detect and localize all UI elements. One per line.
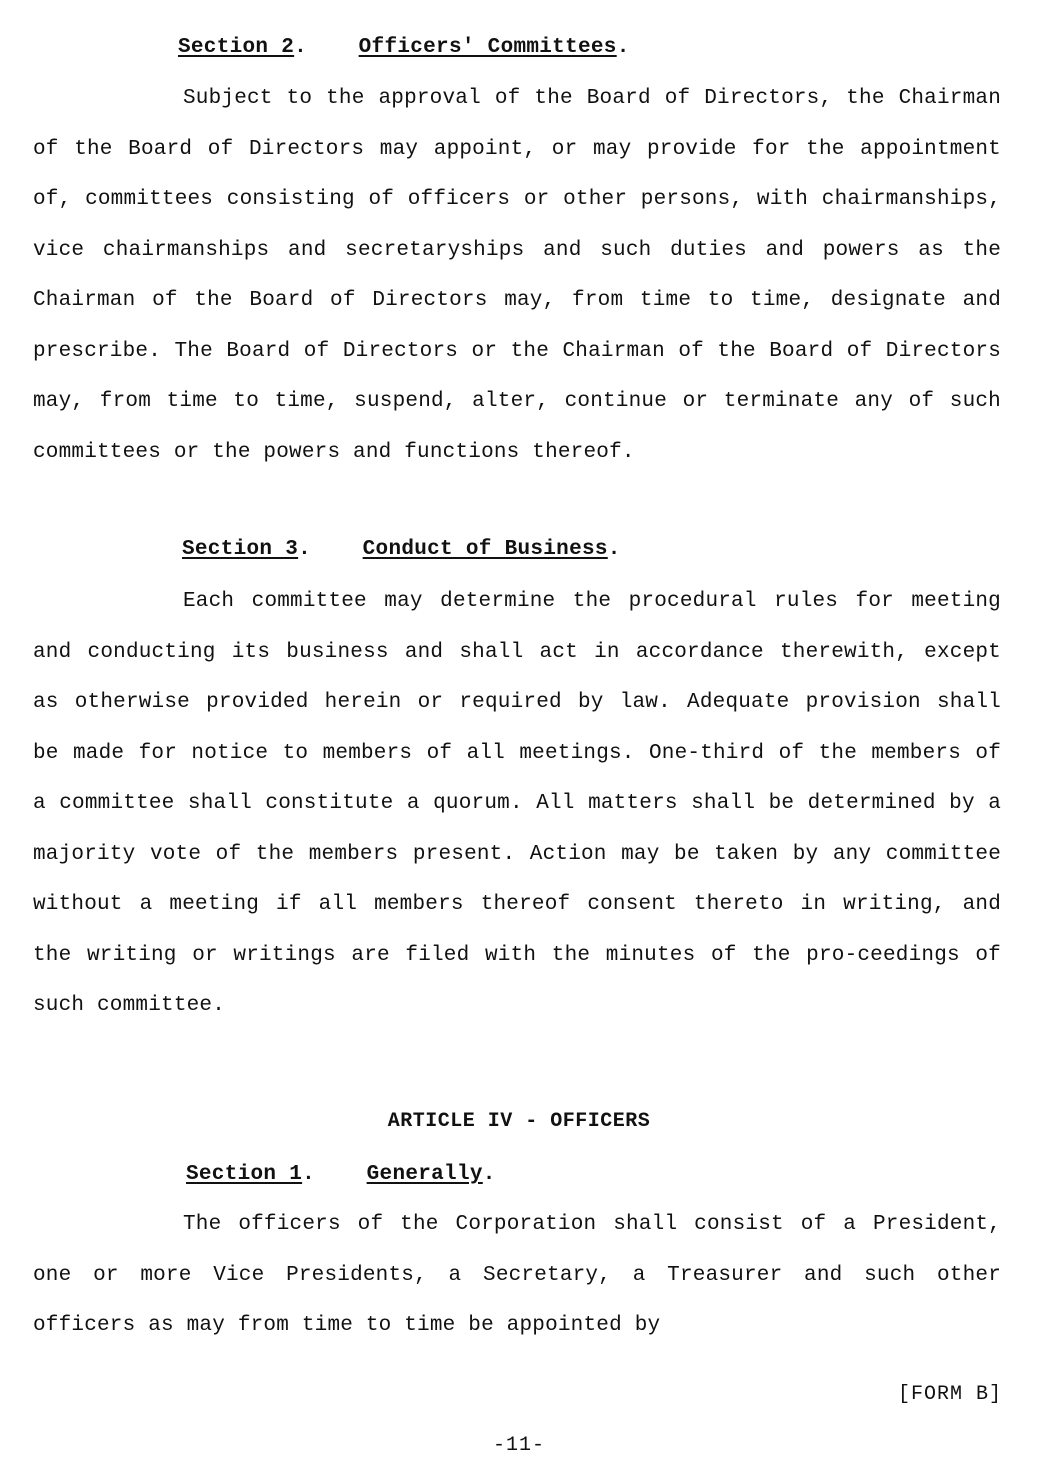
section-1-number: Section 1 [186,1163,303,1186]
section-1-heading: Section 1. Generally. [186,1163,496,1186]
page-number: -11- [492,1434,545,1457]
form-label: [FORM B] [897,1383,1002,1406]
section-3-paragraph: Each committee may determine the procedural rules for meeting and conducting its business and shall act in accordance therewith, except as otherwise provided herein or required by law. Adequate provision shall be made for notice to members of all meetings. One-third of the members of a committee shall constitute a quorum. All matters shall be determined by a majority vote of the members present. Action may be taken by any committee without a meeting if all members thereof consent thereto in writing, and the writing or writings are filed with the minutes of the pro-ceedings of such committee. [33,590,1001,1017]
section-3-heading: Section 3. Conduct of Business. [182,538,621,561]
section-2-paragraph: Subject to the approval of the Board of Directors, the Chairman of the Board of Directors may appoint, or may provide for the appointment of, committees consisting of officers or other persons, with chairmanships, vice chairmanships and secretaryships and such duties and powers as the Chairman of the Board of Directors may, from time to time, designate and prescribe. The Board of Directors or the Chairman of the Board of Directors may, from time to time, suspend, alter, continue or terminate any of such committees or the powers and functions thereof. [33,87,1001,464]
article-heading: ARTICLE IV - OFFICERS [387,1110,651,1133]
section-2-heading: Section 2. Officers' Committees. [178,36,630,59]
section-1-paragraph: The officers of the Corporation shall consist of a President, one or more Vice Presidents, a Secretary, a Treasurer and such other officers as may from time to time be appointed by [33,1213,1001,1337]
section-3-title: Conduct of Business [362,538,608,561]
section-1-title: Generally [366,1163,483,1186]
section-2-number: Section 2 [178,36,295,59]
section-2-title: Officers' Committees [358,36,617,59]
section-3-number: Section 3 [182,538,299,561]
